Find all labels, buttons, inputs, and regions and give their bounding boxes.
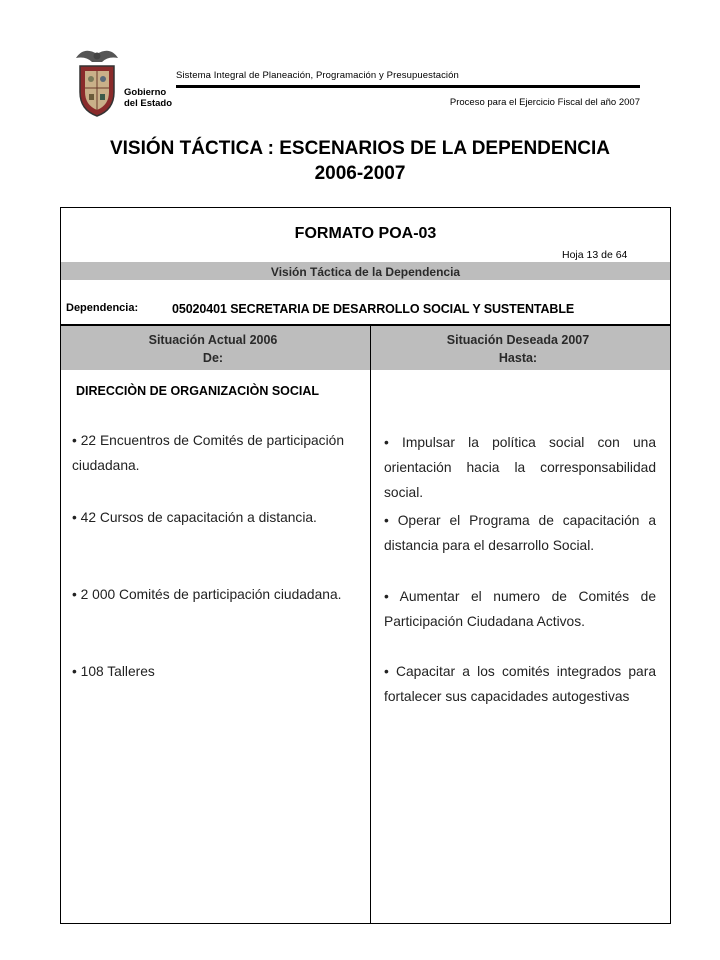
page-title bbox=[40, 136, 680, 186]
column-divider bbox=[370, 326, 371, 923]
current-sub: De: bbox=[202, 351, 224, 365]
current-item: • 2 000 Comités de participación ciudadana. bbox=[72, 587, 342, 602]
del-estado-text: del Estado bbox=[124, 98, 173, 109]
process-year: Proceso para el Ejercicio Fiscal del año 2007 bbox=[449, 97, 640, 108]
desired-item: • Capacitar a los comités integrados para fortalecer sus capacidades autogestivas bbox=[384, 664, 656, 704]
sheet-number: Hoja 13 de 64 bbox=[562, 249, 628, 261]
desired-item-text: Aumentar el numero de Comités de Participación Ciudadana Activos. bbox=[384, 589, 656, 629]
desired-item-text: Operar el Programa de capacitación a distancia para el desarrollo Social. bbox=[384, 513, 656, 553]
current-column-header bbox=[61, 331, 365, 367]
title-line-2: 2006-2007 bbox=[314, 163, 406, 184]
desired-sub: Hasta: bbox=[498, 351, 538, 365]
current-heading: DIRECCIÒN DE ORGANIZACIÒN SOCIAL bbox=[76, 384, 320, 398]
desired-item-text: Capacitar a los comités integrados para fortalecer sus capacidades autogestivas bbox=[384, 664, 656, 704]
header-rule bbox=[176, 85, 640, 88]
desired-item: • Impulsar la política social con una orientación hacia la corresponsabilidad social. bbox=[384, 435, 656, 500]
current-title: Situación Actual 2006 bbox=[148, 333, 278, 347]
gobierno-text: Gobierno bbox=[124, 87, 167, 98]
current-item-text: 22 Encuentros de Comités de participación ciudadana. bbox=[72, 433, 344, 473]
desired-item-text: Impulsar la política social con una orientación hacia la corresponsabilidad social. bbox=[384, 435, 656, 500]
desired-title: Situación Deseada 2007 bbox=[446, 333, 590, 347]
current-item-text: 108 Talleres bbox=[80, 664, 155, 679]
state-coat-of-arms-logo bbox=[72, 44, 122, 118]
form-code: FORMATO POA-03 bbox=[294, 225, 437, 242]
current-item: • 42 Cursos de capacitación a distancia. bbox=[72, 510, 317, 525]
dependencia-value: 05020401 SECRETARIA DE DESARROLLO SOCIAL Y SUSTENTABLE bbox=[172, 302, 575, 316]
dependencia-label: Dependencia: bbox=[66, 302, 139, 314]
current-item: • 22 Encuentros de Comités de participación ciudadana. bbox=[72, 433, 344, 473]
title-line-1: VISIÓN TÁCTICA : ESCENARIOS DE LA DEPENDENCIA bbox=[109, 138, 611, 159]
current-item: • 108 Talleres bbox=[72, 664, 155, 679]
government-label bbox=[124, 87, 172, 109]
current-item-text: 42 Cursos de capacitación a distancia. bbox=[80, 510, 317, 525]
desired-item: • Operar el Programa de capacitación a distancia para el desarrollo Social. bbox=[384, 513, 656, 553]
system-name: Sistema Integral de Planeación, Programación y Presupuestación bbox=[176, 70, 459, 81]
section-title: Visión Táctica de la Dependencia bbox=[270, 265, 461, 279]
current-item-text: 2 000 Comités de participación ciudadana. bbox=[80, 587, 342, 602]
desired-column-header bbox=[366, 331, 670, 367]
desired-item: • Aumentar el numero de Comités de Participación Ciudadana Activos. bbox=[384, 589, 656, 629]
